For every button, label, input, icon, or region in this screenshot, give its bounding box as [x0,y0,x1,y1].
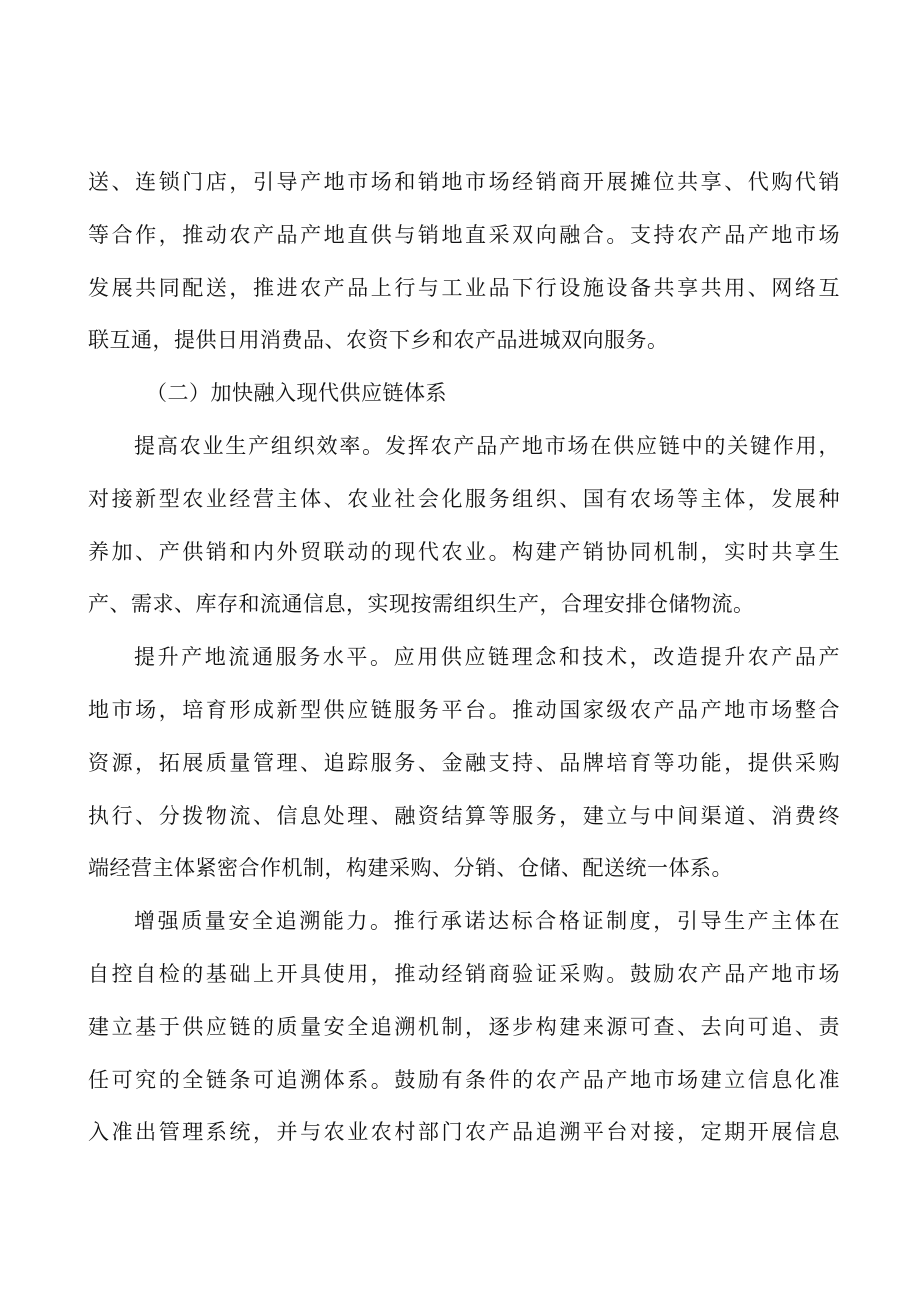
text-line: 提高农业生产组织效率。发挥农产品产地市场在供应链中的关键作用， [134,433,840,458]
text-line: 执行、分拨物流、信息处理、融资结算等服务，建立与中间渠道、消费终 [88,803,840,828]
text-line: 入准出管理系统，并与农业农村部门农产品追溯平台对接，定期开展信息 [88,1120,840,1145]
paragraph-circulation-service [88,631,840,895]
text-line: 资源，拓展质量管理、追踪服务、金融支持、品牌培育等功能，提供采购 [88,750,840,775]
text-line: 产、需求、库存和流通信息，实现按需组织生产，合理安排仓储物流。 [88,592,755,617]
text-line: 任可究的全链条可追溯体系。鼓励有条件的农产品产地市场建立信息化准 [88,1067,840,1092]
text-line: 等合作，推动农产品产地直供与销地直采双向融合。支持农产品产地市场 [88,222,840,247]
text-line: 发展共同配送，推进农产品上行与工业品下行设施设备共享共用、网络互 [88,275,840,300]
text-line: 对接新型农业经营主体、农业社会化服务组织、国有农场等主体，发展种 [88,486,840,511]
text-line: 联互通，提供日用消费品、农资下乡和农产品进城双向服务。 [88,328,669,353]
paragraph-production-efficiency [88,420,840,631]
text-line: 提升产地流通服务水平。应用供应链理念和技术，改造提升农产品产 [134,645,840,670]
section-heading: （二）加快融入现代供应链体系 [146,381,447,406]
text-line: 端经营主体紧密合作机制，构建采购、分销、仓储、配送统一体系。 [88,856,733,881]
text-line: 养加、产供销和内外贸联动的现代农业。构建产销协同机制，实时共享生 [88,539,840,564]
paragraph-continuation [88,156,840,367]
text-line: 建立基于供应链的质量安全追溯机制，逐步构建来源可查、去向可追、责 [88,1014,840,1039]
text-line: 送、连锁门店，引导产地市场和销地市场经销商开展摊位共享、代购代销 [88,170,840,194]
document-body [88,156,840,1159]
text-line: 增强质量安全追溯能力。推行承诺达标合格证制度，引导生产主体在 [134,909,840,934]
text-line: 地市场，培育形成新型供应链服务平台。推动国家级农产品产地市场整合 [88,697,840,722]
text-line: 自控自检的基础上开具使用，推动经销商验证采购。鼓励农产品产地市场 [88,961,840,986]
paragraph-traceability [88,895,840,1159]
